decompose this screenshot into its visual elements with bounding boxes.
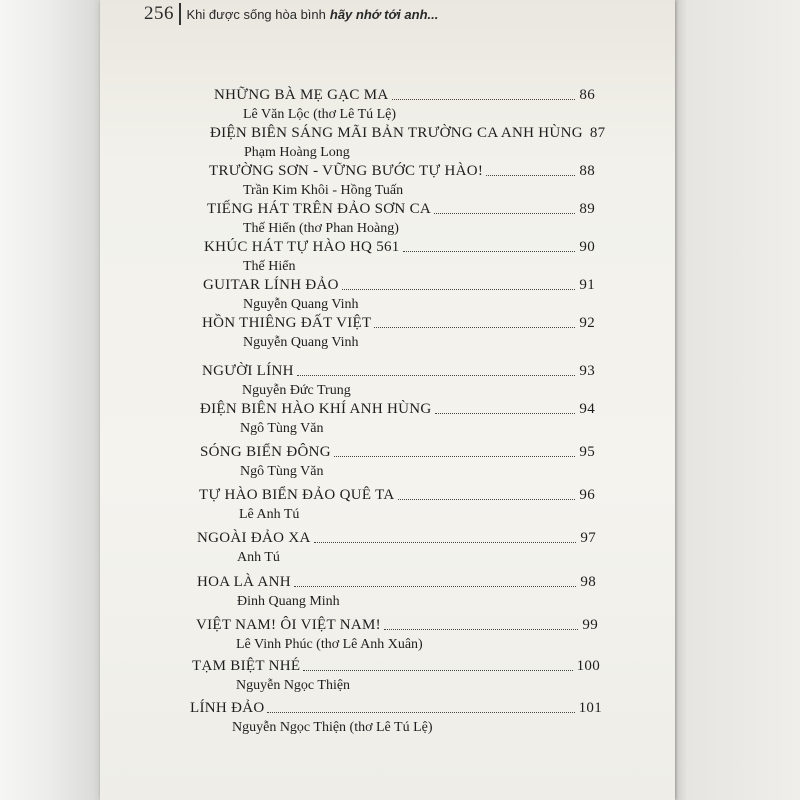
toc-author: Lê Vinh Phúc (thơ Lê Anh Xuân) (236, 637, 423, 652)
toc-entry (100, 314, 675, 352)
toc-title: ĐIỆN BIÊN SÁNG MÃI BẢN TRƯỜNG CA ANH HÙNG (210, 125, 583, 141)
toc-page-number: 90 (579, 239, 595, 255)
toc-entry (100, 616, 675, 654)
dot-leader (403, 250, 576, 252)
toc-page-number: 92 (579, 315, 595, 331)
page-left-shadow (0, 0, 100, 800)
toc-author: Nguyễn Đức Trung (242, 383, 351, 398)
toc-entry (100, 362, 675, 400)
dot-leader (342, 288, 576, 290)
toc-page-number: 87 (589, 125, 606, 141)
toc-author: Nguyễn Ngọc Thiện (thơ Lê Tú Lệ) (232, 720, 433, 735)
toc-entry (100, 529, 675, 567)
dot-leader (392, 98, 576, 100)
toc-title-line (203, 276, 595, 294)
toc-title: KHÚC HÁT TỰ HÀO HQ 561 (204, 239, 400, 255)
toc-title: VIỆT NAM! ÔI VIỆT NAM! (196, 617, 381, 633)
toc-author: Nguyễn Ngọc Thiện (236, 678, 351, 693)
toc-title-line (207, 200, 595, 218)
toc-title-line (190, 699, 602, 717)
dot-leader (434, 212, 575, 214)
toc-title-line (200, 400, 595, 418)
toc-title: TIẾNG HÁT TRÊN ĐẢO SƠN CA (207, 201, 432, 217)
dot-leader (374, 326, 575, 328)
toc-title-line (210, 124, 606, 142)
toc-entry (100, 486, 675, 524)
toc-title: TẠM BIỆT NHÉ (192, 658, 301, 674)
dot-leader (303, 669, 572, 671)
toc-title: ĐIỆN BIÊN HÀO KHÍ ANH HÙNG (200, 401, 432, 417)
dot-leader (398, 498, 576, 500)
toc-title-line (196, 616, 598, 634)
toc-title: SÓNG BIỂN ĐÔNG (200, 444, 331, 460)
toc-title: TRƯỜNG SƠN - VỮNG BƯỚC TỰ HÀO! (209, 163, 484, 179)
toc-author: Đinh Quang Minh (237, 594, 340, 609)
toc-author: Anh Tú (237, 550, 280, 565)
dot-leader (334, 455, 576, 457)
toc-title-line (197, 529, 596, 547)
toc-author: Ngô Tùng Văn (240, 464, 324, 479)
toc-title-line (209, 162, 595, 180)
toc-title: NHỮNG BÀ MẸ GẠC MA (214, 87, 389, 103)
toc-title-line (200, 443, 595, 461)
toc-author: Thế Hiển (243, 259, 296, 274)
running-title-emphasis: hãy nhớ tới anh... (329, 6, 439, 22)
toc-title: NGƯỜI LÍNH (202, 363, 294, 379)
toc-title-line (202, 314, 595, 332)
table-of-contents (100, 0, 675, 800)
toc-entry (100, 573, 675, 611)
toc-author: Lê Anh Tú (239, 507, 300, 522)
toc-title: HỒN THIÊNG ĐẤT VIỆT (202, 315, 372, 331)
toc-page-number: 86 (579, 87, 595, 103)
dot-leader (435, 412, 576, 414)
toc-author: Nguyễn Quang Vinh (243, 297, 359, 312)
toc-author: Lê Văn Lộc (thơ Lê Tú Lệ) (243, 107, 397, 122)
toc-page-number: 95 (579, 444, 595, 460)
toc-entry (100, 162, 675, 200)
toc-entry (100, 657, 675, 695)
toc-page-number: 97 (580, 530, 596, 546)
dot-leader (314, 541, 577, 543)
toc-page-number: 100 (576, 658, 600, 674)
dot-leader (294, 585, 577, 587)
toc-author: Nguyễn Quang Vinh (243, 335, 359, 350)
toc-entry (100, 124, 675, 162)
toc-title: TỰ HÀO BIỂN ĐẢO QUÊ TA (199, 487, 395, 503)
dot-leader (384, 628, 578, 630)
dot-leader (486, 174, 575, 176)
toc-page-number: 93 (579, 363, 595, 379)
toc-title-line (199, 486, 595, 504)
toc-page-number: 99 (582, 617, 598, 633)
toc-page-number: 94 (579, 401, 595, 417)
book-page (100, 0, 675, 800)
toc-title: GUITAR LÍNH ĐẢO (203, 277, 339, 293)
toc-entry (100, 276, 675, 314)
toc-page-number: 98 (580, 574, 596, 590)
dot-leader (297, 374, 576, 376)
toc-title-line (214, 86, 595, 104)
toc-title-line (192, 657, 600, 675)
toc-author: Phạm Hoàng Long (244, 145, 350, 160)
toc-entry (100, 400, 675, 438)
toc-title: HOA LÀ ANH (197, 574, 291, 590)
toc-page-number: 101 (578, 700, 602, 716)
dot-leader (267, 711, 574, 713)
toc-page-number: 91 (579, 277, 595, 293)
toc-title: LÍNH ĐẢO (190, 700, 265, 716)
toc-author: Thế Hiển (thơ Phan Hoàng) (243, 221, 399, 236)
toc-entry (100, 200, 675, 238)
page-right-edge (672, 0, 800, 800)
page-number: 256 (144, 3, 174, 24)
toc-author: Trần Kim Khôi - Hồng Tuấn (243, 183, 404, 198)
toc-page-number: 88 (579, 163, 595, 179)
running-title-plain: Khi được sống hòa bình (186, 6, 326, 22)
toc-title: NGOÀI ĐẢO XA (197, 530, 311, 546)
toc-entry (100, 443, 675, 481)
toc-title-line (202, 362, 595, 380)
toc-page-number: 89 (579, 201, 595, 217)
toc-entry (100, 238, 675, 276)
toc-title-line (197, 573, 596, 591)
toc-entry (100, 86, 675, 124)
toc-page-number: 96 (579, 487, 595, 503)
toc-entry (100, 699, 675, 737)
toc-title-line (204, 238, 595, 256)
toc-author: Ngô Tùng Văn (240, 421, 324, 436)
